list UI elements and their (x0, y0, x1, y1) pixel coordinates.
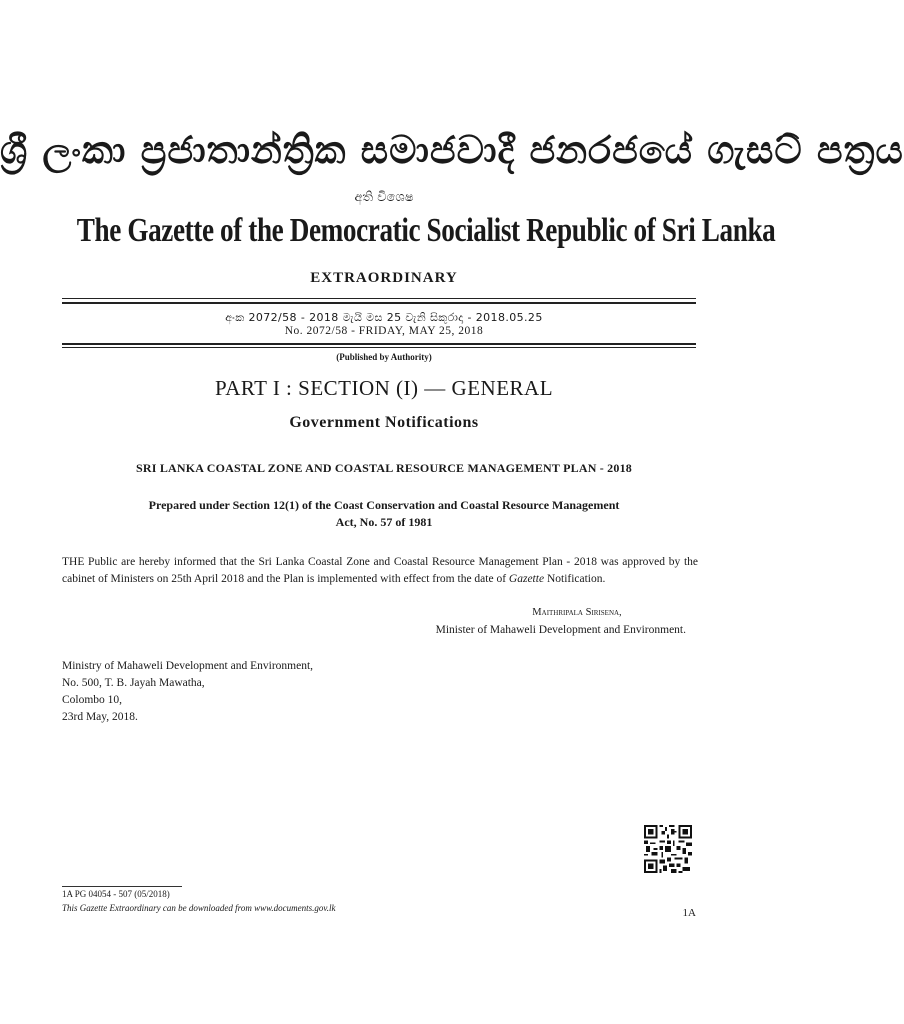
top-rule-thick-lower (62, 302, 696, 304)
part-section-title: PART I : SECTION (I) — GENERAL (214, 376, 554, 400)
address-line: Colombo 10, (62, 694, 123, 706)
published-by-authority: (Published by Authority) (336, 352, 432, 362)
body-text-end: Notification. (544, 573, 606, 585)
signatory-role: Minister of Mahaweli Development and Environment. (435, 624, 686, 636)
sinhala-masthead-title: ශ්‍රී ලංකා ප්‍රජාතාන්ත්‍රික සමාජවාදී ජනරජයේ ගැසට් පත්‍රය (0, 128, 904, 172)
sinhala-extraordinary-label: අති විශෙෂ (354, 190, 414, 205)
extraordinary-label: EXTRAORDINARY (310, 270, 458, 286)
bottom-rule-lower (62, 347, 696, 348)
footer-print-code: 1A PG 04054 - 507 (05/2018) (62, 889, 170, 899)
qr-code-icon (644, 825, 692, 873)
ministry-address-block (62, 658, 462, 726)
address-line: No. 500, T. B. Jayah Mawatha, (62, 677, 205, 689)
english-masthead-title: The Gazette of the Democratic Socialist Republic of Sri Lanka (76, 212, 776, 249)
notice-body-paragraph (62, 554, 698, 588)
prepared-line-2: Act, No. 57 of 1981 (335, 515, 433, 529)
address-line: Ministry of Mahaweli Development and Environment, (62, 660, 314, 672)
prepared-under-statement (0, 497, 768, 531)
government-notifications-heading: Government Notifications (289, 414, 479, 431)
prepared-line-1: Prepared under Section 12(1) of the Coast Conservation and Coastal Resource Management (148, 498, 620, 512)
plan-title: SRI LANKA COASTAL ZONE AND COASTAL RESOURCE MANAGEMENT PLAN - 2018 (136, 461, 632, 475)
footer-rule (62, 886, 182, 887)
issue-line-sinhala: අංක 2072/58 - 2018 මැයි මස 25 වැනි සිකුරාදා - 2018.05.25 (225, 311, 543, 324)
footer-download-note: This Gazette Extraordinary can be downloaded from www.documents.gov.lk (62, 903, 336, 913)
address-date: 23rd May, 2018. (62, 711, 138, 723)
bottom-rule-upper (62, 343, 696, 345)
signatory-name: Maithripala Sirisena, (532, 607, 622, 618)
top-rule-thick-upper (62, 298, 696, 299)
page-number: 1A (682, 907, 696, 919)
body-italic-gazette: Gazette (508, 573, 545, 585)
issue-line-english: No. 2072/58 - FRIDAY, MAY 25, 2018 (284, 325, 484, 337)
body-text-start: THE Public are hereby informed that the Sri Lanka Coastal Zone and Coastal Resource Management Plan - 2018 was approved by the cabinet of Ministers on 25th April 2018 and the Plan is implemented with effect from the date of (62, 556, 698, 585)
